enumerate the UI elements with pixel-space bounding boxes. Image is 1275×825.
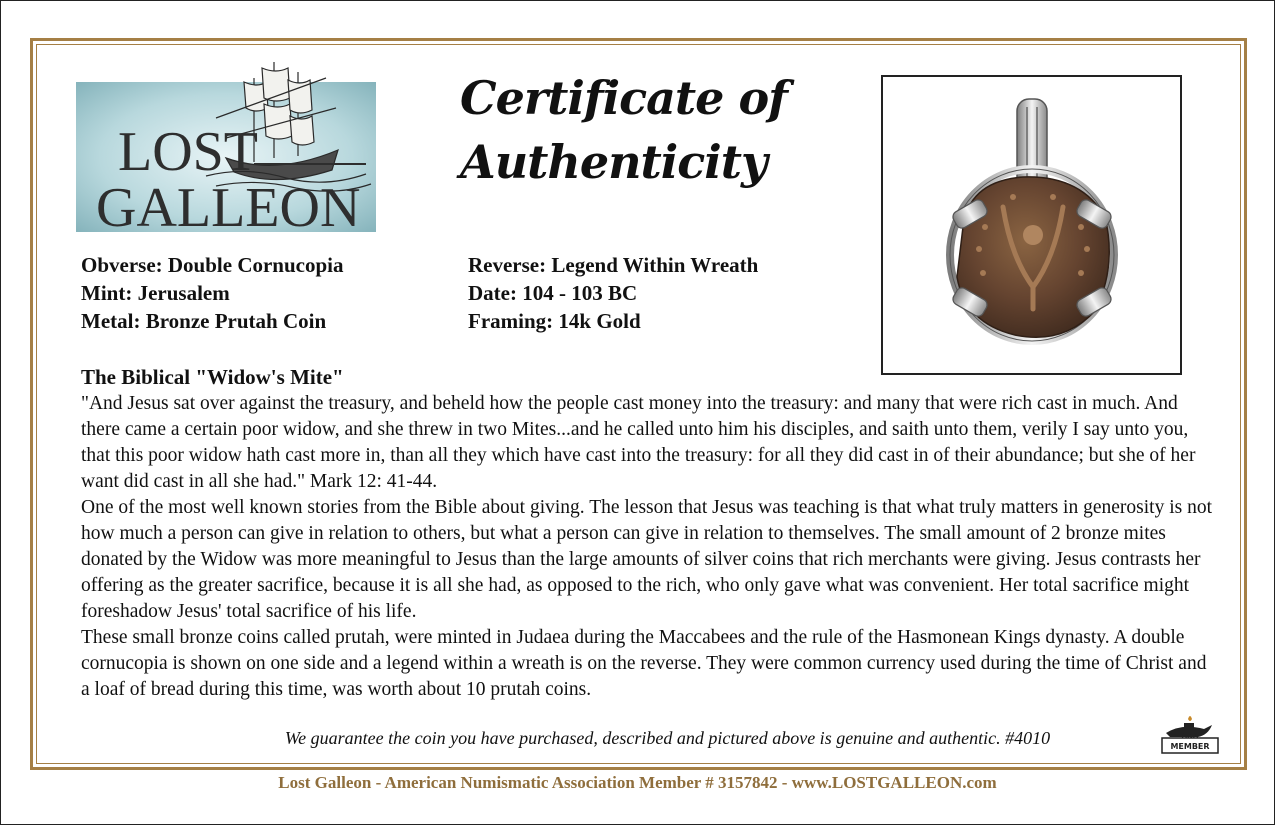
detail-date: Date: 104 - 103 BC: [468, 281, 638, 305]
pendant-bail: [1017, 99, 1047, 189]
description-paragraph-1: "And Jesus sat over against the treasury, and beheld how the people cast money into the treasury: and many that were rich cast in much. And there came a certain poor widow, and she threw in two Mites...and he called unto him his disciples, and saith unto them, verily I say unto you, that this poor widow hath cast more in, than all they which have cast into the treasury: for all they did cast in of their abundance; but she of her want did cast in all she had." Mark 12: 41-44.: [81, 393, 1196, 492]
coin-details-left: [81, 251, 344, 335]
logo-text-galleon: GALLEON: [96, 177, 361, 232]
logo-text-lost: LOST: [118, 121, 258, 183]
detail-framing: Framing: 14k Gold: [468, 309, 641, 333]
lost-galleon-logo: [76, 58, 376, 232]
ana-member-badge: [1152, 705, 1224, 755]
description-paragraph-3: These small bronze coins called prutah, were minted in Judaea during the Maccabees and the rule of the Hasmonean Kings dynasty. A double cornucopia is shown on one side and a legend within a wreath is on the reverse. They were common currency used during the time of Christ and a loaf of bread during this time, was worth about 10 prutah coins.: [81, 627, 1207, 700]
description-paragraph-2: One of the most well known stories from the Bible about giving. The lesson that Jesus was teaching is that what truly matters in generosity is not how much a person can give in relation to others, but what a person can give in relation to themselves. The small amount of 2 bronze mites donated by the Widow was more meaningful to Jesus than the large amounts of silver coins that rich merchants were giving. Jesus contrasts her offering as the greater sacrifice, because it is all she had, as opposed to the rich, who only gave what was convenient. Her total sacrifice might foreshadow Jesus' total sacrifice of his life.: [81, 497, 1212, 622]
footer-membership-line: Lost Galleon - American Numismatic Association Member # 3157842 - www.LOSTGALLEON.com: [278, 773, 997, 792]
description-body: [81, 391, 1219, 703]
detail-mint: Mint: Jerusalem: [81, 281, 230, 305]
title-line-2: Authenticity: [460, 135, 767, 189]
description-heading: The Biblical "Widow's Mite": [81, 365, 344, 389]
ana-badge-text: ANA: [1181, 732, 1199, 740]
title-line-1: Certificate of: [460, 71, 787, 125]
ana-badge-subtext: MEMBER: [1170, 742, 1210, 751]
guarantee-statement: We guarantee the coin you have purchased, described and pictured above is genuine and authentic. #4010: [284, 728, 1051, 748]
detail-obverse: Obverse: Double Cornucopia: [81, 253, 344, 277]
coin-photo: [881, 75, 1182, 375]
detail-reverse: Reverse: Legend Within Wreath: [468, 253, 759, 277]
detail-metal: Metal: Bronze Prutah Coin: [81, 309, 327, 333]
certificate-title: [460, 66, 860, 194]
coin-details-right: [468, 251, 758, 335]
